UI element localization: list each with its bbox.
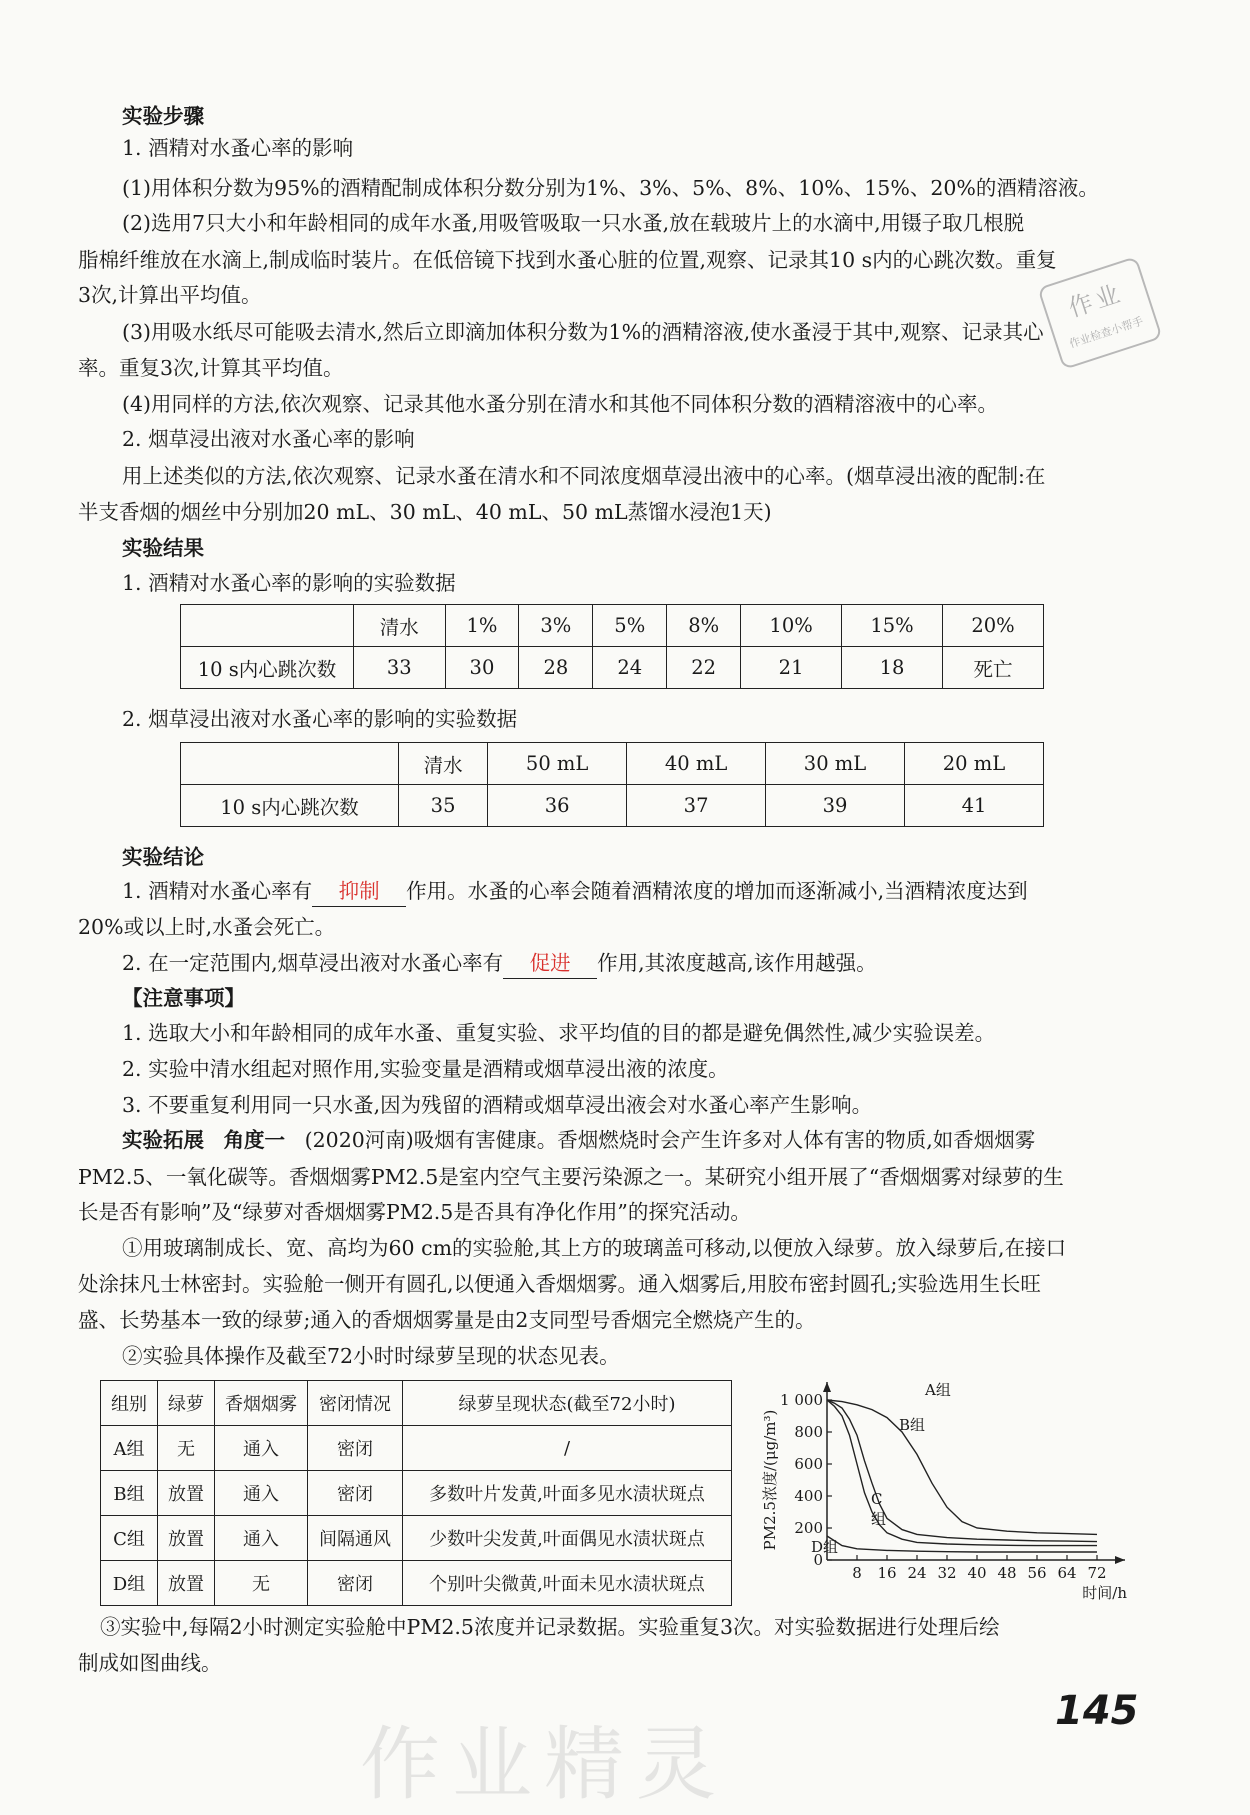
table-cell: 间隔通风	[308, 1516, 403, 1561]
step2-title: 2. 烟草浸出液对水蚤心率的影响	[122, 427, 415, 451]
series-label: B组	[899, 1416, 926, 1434]
extension-line2: PM2.5、一氧化碳等。香烟烟雾PM2.5是室内空气主要污染源之一。某研究小组开展了“香烟烟雾对绿萝的生	[78, 1165, 1064, 1189]
table-cell: 5%	[593, 605, 667, 647]
conclusion1-prefix: 1. 酒精对水蚤心率有	[122, 879, 313, 903]
table-cell: 清水	[354, 605, 446, 647]
table-cell: 20%	[943, 605, 1044, 647]
tobacco-table-header	[181, 743, 1044, 785]
x-axis-arrow	[1115, 1556, 1125, 1564]
series-line	[827, 1400, 1097, 1542]
table-cell	[181, 743, 399, 785]
procedure2-line: ②实验具体操作及截至72小时时绿萝呈现的状态见表。	[122, 1344, 620, 1368]
table-cell: 50 mL	[488, 743, 627, 785]
table-row	[101, 1516, 732, 1561]
table-cell: 41	[905, 785, 1044, 827]
page-number: 145	[1055, 1688, 1139, 1734]
table-cell: 通入	[215, 1516, 308, 1561]
x-tick-label: 8	[852, 1564, 862, 1582]
series-label: D组	[811, 1538, 839, 1556]
y-axis-arrow	[823, 1382, 831, 1392]
table-row	[101, 1426, 732, 1471]
table-cell: 无	[158, 1426, 215, 1471]
step1-item3-line1: (3)用吸水纸尽可能吸去清水,然后立即滴加体积分数为1%的酒精溶液,使水蚤浸于其中,观察、记录其心	[122, 320, 1044, 344]
results1-title: 1. 酒精对水蚤心率的影响的实验数据	[122, 571, 456, 595]
x-tick-label: 56	[1027, 1564, 1047, 1582]
table-cell: 35	[399, 785, 488, 827]
table-cell: 密闭情况	[308, 1381, 403, 1426]
table-cell: 36	[488, 785, 627, 827]
table-cell: 通入	[215, 1426, 308, 1471]
extension-label: 实验拓展	[122, 1128, 204, 1152]
extension-line3: 长是否有影响”及“绿萝对香烟烟雾PM2.5是否具有净化作用”的探究活动。	[78, 1200, 751, 1224]
alcohol-table-header	[181, 605, 1044, 647]
tobacco-table	[180, 742, 1044, 827]
table-cell: D组	[101, 1561, 158, 1606]
table-cell: 少数叶尖发黄,叶面偶见水渍状斑点	[403, 1516, 732, 1561]
table-row	[181, 785, 1044, 827]
table-cell: 放置	[158, 1471, 215, 1516]
procedure3-line1: ③实验中,每隔2小时测定实验舱中PM2.5浓度并记录数据。实验重复3次。对实验数据进行处理后绘	[100, 1615, 1000, 1639]
table-cell: 绿萝呈现状态(截至72小时)	[403, 1381, 732, 1426]
step1-item4: (4)用同样的方法,依次观察、记录其他水蚤分别在清水和其他不同体积分数的酒精溶液中的心率。	[122, 392, 999, 416]
series-label: C	[871, 1490, 883, 1508]
extension-text: (2020河南)吸烟有害健康。香烟燃烧时会产生许多对人体有害的物质,如香烟烟雾	[304, 1128, 1036, 1152]
table-cell: 放置	[158, 1561, 215, 1606]
table-cell: 37	[627, 785, 766, 827]
table-cell: 放置	[158, 1516, 215, 1561]
conclusion2-line	[122, 948, 877, 979]
note-3: 3. 不要重复利用同一只水蚤,因为残留的酒精或烟草浸出液会对水蚤心率产生影响。	[122, 1093, 873, 1117]
conclusion1-line1	[122, 876, 1028, 907]
step2-line1: 用上述类似的方法,依次观察、记录水蚤在清水和不同浓度烟草浸出液中的心率。(烟草浸出液的配制:在	[122, 464, 1046, 488]
y-tick-label: 200	[794, 1519, 823, 1537]
table-cell: 10 s内心跳次数	[181, 647, 354, 689]
table-cell: 18	[842, 647, 943, 689]
y-tick-label: 800	[794, 1423, 823, 1441]
section-steps-heading: 实验步骤	[122, 104, 204, 128]
table-row	[181, 647, 1044, 689]
note-2: 2. 实验中清水组起对照作用,实验变量是酒精或烟草浸出液的浓度。	[122, 1057, 729, 1081]
table-cell: 密闭	[308, 1426, 403, 1471]
procedure1-line1: ①用玻璃制成长、宽、高均为60 cm的实验舱,其上方的玻璃盖可移动,以便放入绿萝。放入绿萝后,在接口	[122, 1236, 1067, 1260]
table-cell: 香烟烟雾	[215, 1381, 308, 1426]
series-label: A组	[925, 1381, 951, 1399]
watermark: 作业精灵	[360, 1718, 728, 1811]
table-row	[101, 1561, 732, 1606]
step1-item1: (1)用体积分数为95%的酒精配制成体积分数分别为1%、3%、5%、8%、10%、15%、20%的酒精溶液。	[122, 176, 1099, 200]
procedure1-line3: 盛、长势基本一致的绿萝;通入的香烟烟雾量是由2支同型号香烟完全燃烧产生的。	[78, 1308, 816, 1332]
extension-angle: 角度一	[223, 1128, 286, 1152]
step2-line2: 半支香烟的烟丝中分别加20 mL、30 mL、40 mL、50 mL蒸馏水浸泡1天)	[78, 500, 772, 524]
table-cell: 清水	[399, 743, 488, 785]
extension-line1	[122, 1125, 1035, 1155]
conclusion1-suffix: 作用。水蚤的心率会随着酒精浓度的增加而逐渐减小,当酒精浓度达到	[406, 879, 1028, 903]
stamp-caption: 作业检查小帮手	[1067, 314, 1145, 351]
table-cell	[181, 605, 354, 647]
green-radish-table-header	[101, 1381, 732, 1426]
table-cell: 28	[519, 647, 593, 689]
table-cell: 21	[741, 647, 842, 689]
x-tick-label: 24	[907, 1564, 927, 1582]
alcohol-table	[180, 604, 1044, 689]
conclusion1-line2: 20%或以上时,水蚤会死亡。	[78, 915, 336, 939]
table-cell: 10 s内心跳次数	[181, 785, 399, 827]
y-tick-label: 600	[794, 1455, 823, 1473]
step1-title: 1. 酒精对水蚤心率的影响	[122, 136, 354, 160]
section-conclusion-heading: 实验结论	[122, 845, 204, 869]
table-cell: /	[403, 1426, 732, 1471]
table-cell: 多数叶片发黄,叶面多见水渍状斑点	[403, 1471, 732, 1516]
table-cell: 10%	[741, 605, 842, 647]
step1-item2-line1: (2)选用7只大小和年龄相同的成年水蚤,用吸管吸取一只水蚤,放在载玻片上的水滴中,用镊子取几根脱	[122, 211, 1025, 235]
table-cell: 39	[766, 785, 905, 827]
table-cell: 3%	[519, 605, 593, 647]
table-cell: 30 mL	[766, 743, 905, 785]
y-tick-label: 0	[813, 1551, 823, 1569]
table-cell: 1%	[445, 605, 519, 647]
table-cell: 8%	[667, 605, 741, 647]
series-line	[827, 1400, 1097, 1534]
table-cell: 死亡	[943, 647, 1044, 689]
step1-item3-line2: 率。重复3次,计算其平均值。	[78, 356, 344, 380]
green-radish-table	[100, 1380, 732, 1606]
x-tick-label: 48	[997, 1564, 1017, 1582]
table-cell: C组	[101, 1516, 158, 1561]
conclusion2-suffix: 作用,其浓度越高,该作用越强。	[597, 951, 877, 975]
table-cell: 个别叶尖微黄,叶面未见水渍状斑点	[403, 1561, 732, 1606]
notes-heading: 【注意事项】	[122, 986, 245, 1010]
table-cell: 密闭	[308, 1561, 403, 1606]
step1-item2-line3: 3次,计算出平均值。	[78, 283, 262, 307]
table-cell: B组	[101, 1471, 158, 1516]
table-cell: 绿萝	[158, 1381, 215, 1426]
table-cell: 30	[445, 647, 519, 689]
table-cell: 组别	[101, 1381, 158, 1426]
pm25-chart	[755, 1372, 1135, 1612]
results2-title: 2. 烟草浸出液对水蚤心率的影响的实验数据	[122, 707, 518, 731]
x-tick-label: 40	[967, 1564, 987, 1582]
series-label: 组	[871, 1510, 887, 1528]
table-cell: 无	[215, 1561, 308, 1606]
y-tick-label: 400	[794, 1487, 823, 1505]
x-tick-label: 72	[1087, 1564, 1107, 1582]
table-cell: 33	[354, 647, 446, 689]
y-tick-label: 1 000	[780, 1391, 823, 1409]
table-cell: 24	[593, 647, 667, 689]
x-tick-label: 32	[937, 1564, 957, 1582]
x-tick-label: 64	[1057, 1564, 1077, 1582]
table-cell: 15%	[842, 605, 943, 647]
procedure3-line2: 制成如图曲线。	[78, 1651, 222, 1675]
note-1: 1. 选取大小和年龄相同的成年水蚤、重复实验、求平均值的目的都是避免偶然性,减少实验误差。	[122, 1021, 996, 1045]
conclusion1-answer: 抑制	[312, 876, 406, 907]
table-row	[101, 1471, 732, 1516]
procedure1-line2: 处涂抹凡士林密封。实验舱一侧开有圆孔,以便通入香烟烟雾。通入烟雾后,用胶布密封圆孔;实验选用生长旺	[78, 1272, 1041, 1296]
step1-item2-line2: 脂棉纤维放在水滴上,制成临时装片。在低倍镜下找到水蚤心脏的位置,观察、记录其10 s内的心跳次数。重复	[78, 248, 1057, 272]
section-results-heading: 实验结果	[122, 536, 204, 560]
conclusion2-prefix: 2. 在一定范围内,烟草浸出液对水蚤心率有	[122, 951, 504, 975]
table-cell: A组	[101, 1426, 158, 1471]
table-cell: 20 mL	[905, 743, 1044, 785]
series-line	[827, 1400, 1097, 1546]
y-axis-title: PM2.5浓度/(μg/m³)	[761, 1409, 779, 1551]
table-cell: 22	[667, 647, 741, 689]
conclusion2-answer: 促进	[503, 948, 597, 979]
stamp-title: 作业	[1065, 278, 1127, 323]
x-tick-label: 16	[877, 1564, 897, 1582]
table-cell: 密闭	[308, 1471, 403, 1516]
x-axis-title: 时间/h	[1082, 1584, 1127, 1602]
table-cell: 40 mL	[627, 743, 766, 785]
table-cell: 通入	[215, 1471, 308, 1516]
